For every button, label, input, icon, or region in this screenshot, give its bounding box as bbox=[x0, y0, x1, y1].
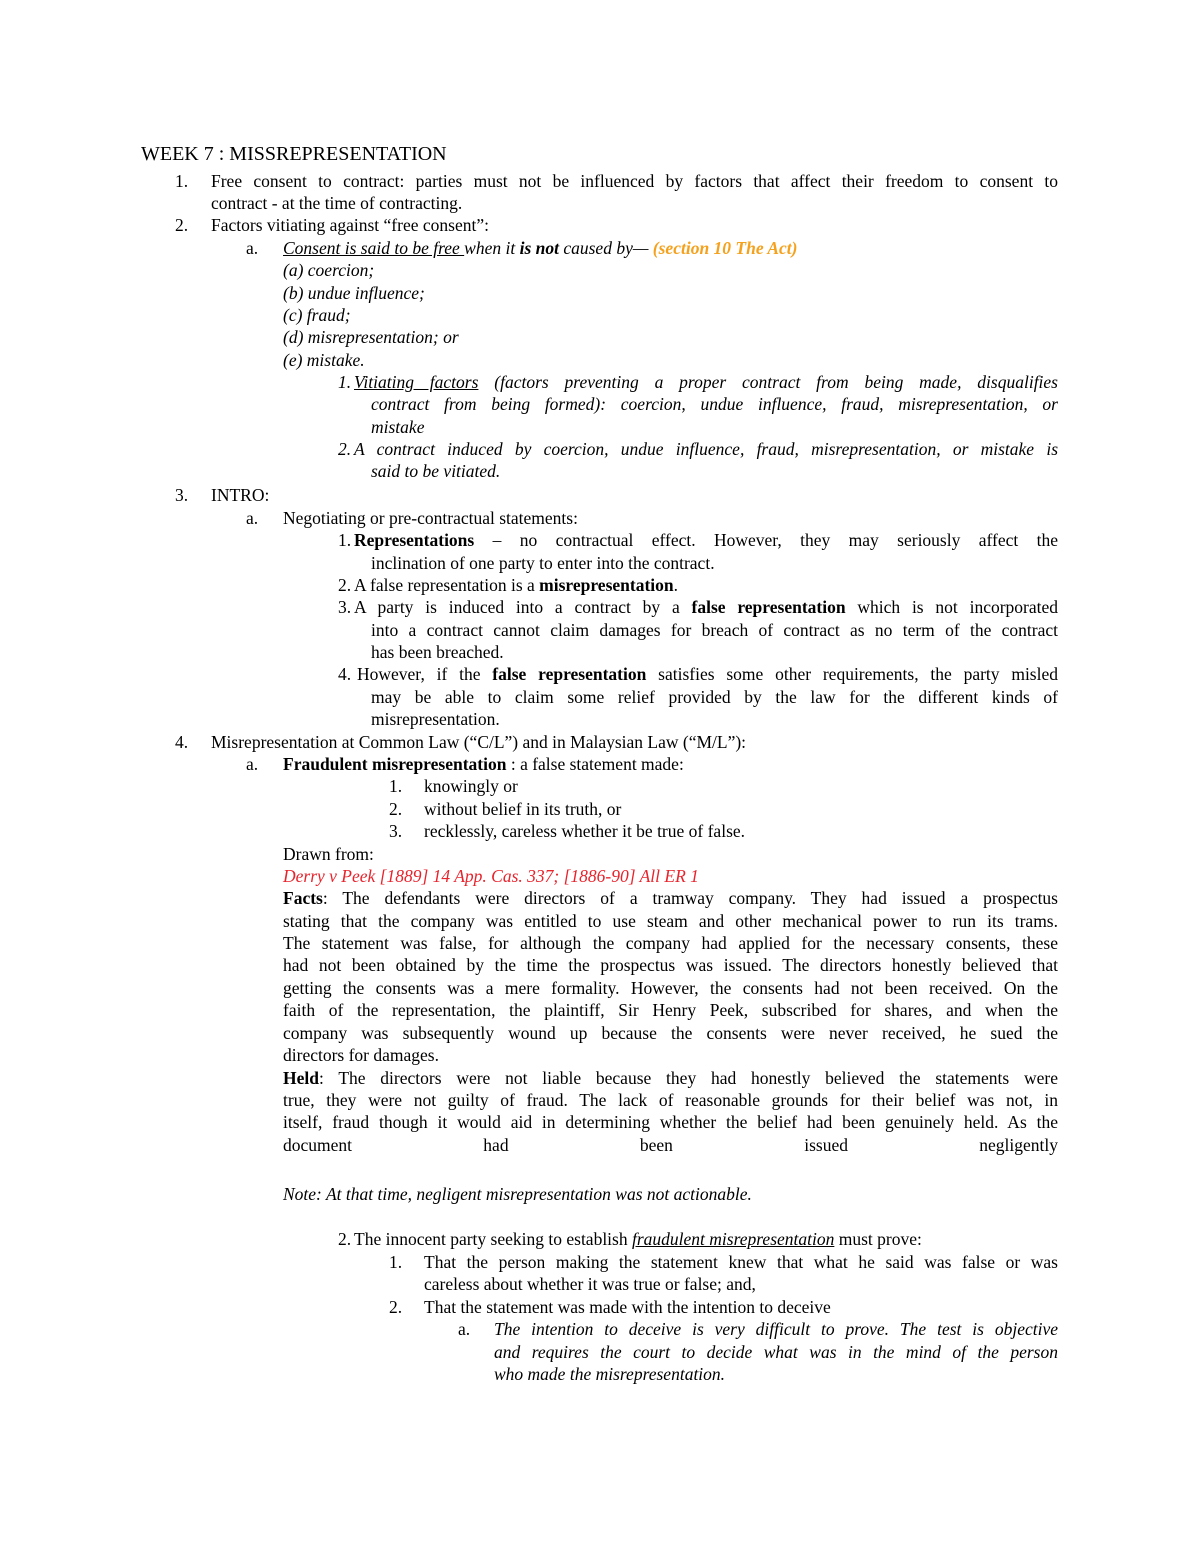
paragraph-line: Negotiating or pre-contractual statements: bbox=[283, 508, 578, 528]
paragraph-line: company was subsequently wound up because the consents were never received, he sued the bbox=[283, 1023, 1058, 1043]
bold-text: false representation bbox=[691, 597, 846, 617]
paragraph-line: Misrepresentation at Common Law (“C/L”) and in Malaysian Law (“M/L”): bbox=[211, 732, 747, 752]
paragraph-line bbox=[283, 1067, 1058, 1089]
line-text: which is not incorporated bbox=[845, 597, 1059, 617]
page-title: WEEK 7 : MISSREPRESENTATION bbox=[141, 143, 447, 165]
list-number: 3. bbox=[175, 485, 189, 505]
paragraph-line: Free consent to contract: parties must not be influenced by factors that affect their freedom to consent to bbox=[211, 171, 1058, 191]
paragraph-line: directors for damages. bbox=[283, 1045, 439, 1065]
paragraph-line: That the person making the statement knew that what he said was false or was bbox=[424, 1252, 1058, 1272]
list-number: 1. bbox=[338, 530, 352, 550]
paragraph-line: document had been issued negligently bbox=[283, 1135, 1058, 1155]
line-text: . bbox=[673, 575, 679, 595]
list-number: 2. bbox=[338, 575, 352, 595]
paragraph-line: misrepresentation. bbox=[371, 709, 500, 729]
paragraph-line: getting the consents was a mere formality. However, the consents had not been received. On the bbox=[283, 978, 1058, 998]
underlined-text: fraudulent misrepresentation bbox=[631, 1229, 835, 1249]
note-line: Note: At that time, negligent misrepresentation was not actionable. bbox=[283, 1184, 752, 1204]
bold-text: misrepresentation bbox=[539, 575, 674, 595]
paragraph-line: may be able to claim some relief provided by the law for the different kinds of bbox=[371, 687, 1058, 707]
list-number: 1. bbox=[175, 171, 189, 191]
paragraph-line bbox=[354, 529, 1058, 551]
list-number: 4. bbox=[175, 732, 189, 752]
paragraph-line: A contract induced by coercion, undue influence, fraud, misrepresentation, or mistake is bbox=[354, 439, 1058, 459]
list-number: 4. bbox=[338, 664, 352, 684]
paragraph-line: who made the misrepresentation. bbox=[494, 1364, 726, 1384]
list-number: 1. bbox=[389, 1252, 403, 1272]
paragraph-line: INTRO: bbox=[211, 485, 270, 505]
paragraph-line: contract - at the time of contracting. bbox=[211, 193, 463, 213]
line-text: (factors preventing a proper contract from being made, disqualifies bbox=[478, 372, 1058, 392]
paragraph-line: Factors vitiating against “free consent”: bbox=[211, 215, 489, 235]
list-marker: a. bbox=[246, 508, 259, 528]
list-item: without belief in its truth, or bbox=[424, 799, 622, 819]
statement-text: caused by— bbox=[558, 238, 653, 258]
line-text: However, if the bbox=[357, 664, 493, 684]
consent-statement bbox=[283, 237, 797, 259]
list-marker: a. bbox=[246, 238, 259, 258]
line-text: satisfies some other requirements, the party misled bbox=[646, 664, 1058, 684]
list-item: knowingly or bbox=[424, 776, 518, 796]
paragraph-line: and requires the court to decide what was in the mind of the person bbox=[494, 1342, 1058, 1362]
held-label: Held bbox=[283, 1068, 319, 1088]
paragraph-line bbox=[283, 753, 684, 775]
section-reference: (section 10 The Act) bbox=[652, 238, 798, 258]
bold-text: Fraudulent misrepresentation bbox=[283, 754, 507, 774]
paragraph-line: faith of the representation, the plaintiff, Sir Henry Peek, subscribed for shares, and when the bbox=[283, 1000, 1058, 1020]
list-marker: a. bbox=[246, 754, 259, 774]
underlined-text: Consent is said to be free bbox=[283, 238, 465, 258]
paragraph-line bbox=[354, 1228, 922, 1250]
line-text: : The directors were not liable because they had honestly believed the statements were bbox=[318, 1068, 1058, 1088]
list-number: 3. bbox=[338, 597, 352, 617]
line-text: A party is induced into a contract by a bbox=[354, 597, 692, 617]
line-text: A false representation is a bbox=[354, 575, 540, 595]
list-number: 2. bbox=[338, 439, 352, 459]
line-text: : a false statement made: bbox=[506, 754, 684, 774]
list-item: recklessly, careless whether it be true of false. bbox=[424, 821, 746, 841]
list-number: 1. bbox=[389, 776, 403, 796]
bold-text: false representation bbox=[492, 664, 647, 684]
paragraph-line: had not been obtained by the time the prospectus was issued. The directors honestly believed that bbox=[283, 955, 1058, 975]
case-citation: Derry v Peek [1889] 14 App. Cas. 337; [1886-90] All ER 1 bbox=[283, 866, 699, 886]
paragraph-line bbox=[357, 663, 1058, 685]
list-item: (e) mistake. bbox=[283, 350, 365, 370]
line-text: The innocent party seeking to establish bbox=[354, 1229, 632, 1249]
line-text: must prove: bbox=[834, 1229, 922, 1249]
list-number: 2. bbox=[175, 215, 189, 235]
underlined-text: Vitiating factors bbox=[354, 372, 479, 392]
paragraph-line: into a contract cannot claim damages for breach of contract as no term of the contract bbox=[371, 620, 1058, 640]
list-marker: a. bbox=[458, 1319, 471, 1339]
list-number: 1. bbox=[338, 372, 352, 392]
paragraph-line: The statement was false, for although the company had applied for the necessary consents, these bbox=[283, 933, 1058, 953]
list-number: 2. bbox=[338, 1229, 352, 1249]
line-text: – no contractual effect. However, they may seriously affect the bbox=[474, 530, 1058, 550]
paragraph-line: has been breached. bbox=[371, 642, 504, 662]
paragraph-line: itself, fraud though it would aid in determining whether the belief had been genuinely held. As the bbox=[283, 1112, 1058, 1132]
line-text: : The defendants were directors of a tramway company. They had issued a prospectus bbox=[322, 888, 1058, 908]
paragraph-line: The intention to deceive is very difficult to prove. The test is objective bbox=[494, 1319, 1058, 1339]
list-item: (c) fraud; bbox=[283, 305, 351, 325]
list-item: (a) coercion; bbox=[283, 260, 375, 280]
paragraph-line: contract from being formed): coercion, undue influence, fraud, misrepresentation, or bbox=[371, 394, 1058, 414]
paragraph-line bbox=[354, 574, 678, 596]
list-number: 2. bbox=[389, 1297, 403, 1317]
list-number: 3. bbox=[389, 821, 403, 841]
paragraph-line: careless about whether it was true or false; and, bbox=[424, 1274, 756, 1294]
paragraph-line: inclination of one party to enter into the contract. bbox=[371, 553, 715, 573]
paragraph-line bbox=[354, 371, 1058, 393]
list-item: (b) undue influence; bbox=[283, 283, 425, 303]
paragraph-line: said to be vitiated. bbox=[371, 461, 501, 481]
paragraph-line bbox=[283, 887, 1058, 909]
paragraph-line: Drawn from: bbox=[283, 844, 374, 864]
paragraph-line: That the statement was made with the intention to deceive bbox=[424, 1297, 831, 1317]
paragraph-line bbox=[354, 596, 1058, 618]
paragraph-line: mistake bbox=[371, 417, 425, 437]
statement-text: when it bbox=[464, 238, 520, 258]
facts-label: Facts bbox=[283, 888, 323, 908]
bold-text: is not bbox=[519, 238, 559, 258]
bold-text: Representations bbox=[354, 530, 475, 550]
paragraph-line: true, they were not guilty of fraud. The lack of reasonable grounds for their belief was not, in bbox=[283, 1090, 1058, 1110]
list-item: (d) misrepresentation; or bbox=[283, 327, 459, 347]
list-number: 2. bbox=[389, 799, 403, 819]
paragraph-line: stating that the company was entitled to use steam and other mechanical power to run its trams. bbox=[283, 911, 1058, 931]
